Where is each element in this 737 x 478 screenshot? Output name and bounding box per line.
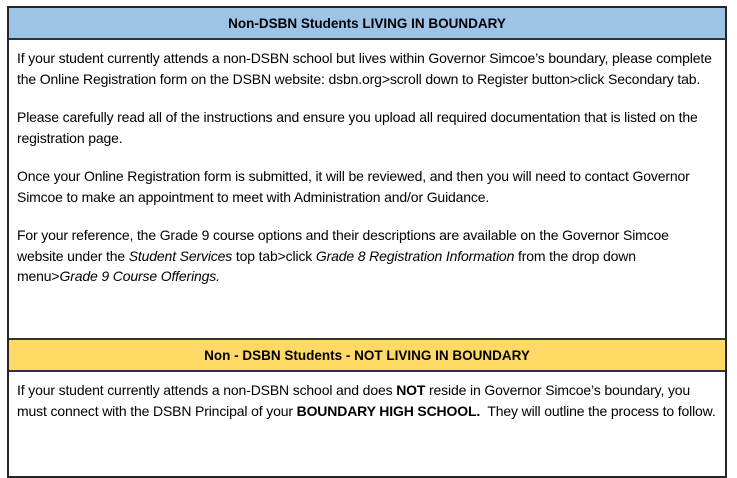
registration-info-table xyxy=(7,6,727,478)
grade9-course-offerings-text: Grade 9 Course Offerings. xyxy=(59,268,220,284)
paragraph-instructions: Please carefully read all of the instructions and ensure you upload all required documentation that is listed on the registration page. xyxy=(17,109,698,146)
paragraph-online-registration: If your student currently attends a non-DSBN school but lives within Governor Simcoe’s boundary, please complete the Online Registration form on the DSBN website: dsbn.org>scroll down to Register button>click Secondary tab. xyxy=(17,50,712,87)
text: from the drop down menu> xyxy=(17,247,636,284)
grade8-registration-text: Grade 8 Registration Information xyxy=(315,247,515,264)
section-header-living-in-boundary: Non-DSBN Students LIVING IN BOUNDARY xyxy=(9,8,725,40)
section-body-living-in-boundary xyxy=(9,40,725,338)
emphasis-boundary-high-school: BOUNDARY HIGH SCHOOL. xyxy=(296,402,481,419)
emphasis-not: NOT xyxy=(396,382,426,398)
paragraph-contact-principal xyxy=(17,380,717,421)
paragraph-appointment: Once your Online Registration form is submitted, it will be reviewed, and then you will need to contact Governor Simcoe to make an appointment to meet with Administration and/or Guidance. xyxy=(17,168,690,205)
text: top tab>click xyxy=(232,247,316,264)
text: If your student currently attends a non-DSBN school and does xyxy=(17,382,397,398)
text: reside in Governor Simcoe’s boundary, you must connect with the DSBN Principal of your xyxy=(17,382,691,419)
student-services-link-text: Student Services xyxy=(128,247,233,264)
paragraph-course-options xyxy=(17,225,717,287)
text: For your reference, the Grade 9 course options and their descriptions are available on the Governor Simcoe website under the xyxy=(17,227,669,264)
text: They will outline the process to follow. xyxy=(480,402,716,419)
section-body-not-living-in-boundary xyxy=(9,372,725,476)
section-header-not-living-in-boundary: Non - DSBN Students - NOT LIVING IN BOUNDARY xyxy=(9,338,725,372)
